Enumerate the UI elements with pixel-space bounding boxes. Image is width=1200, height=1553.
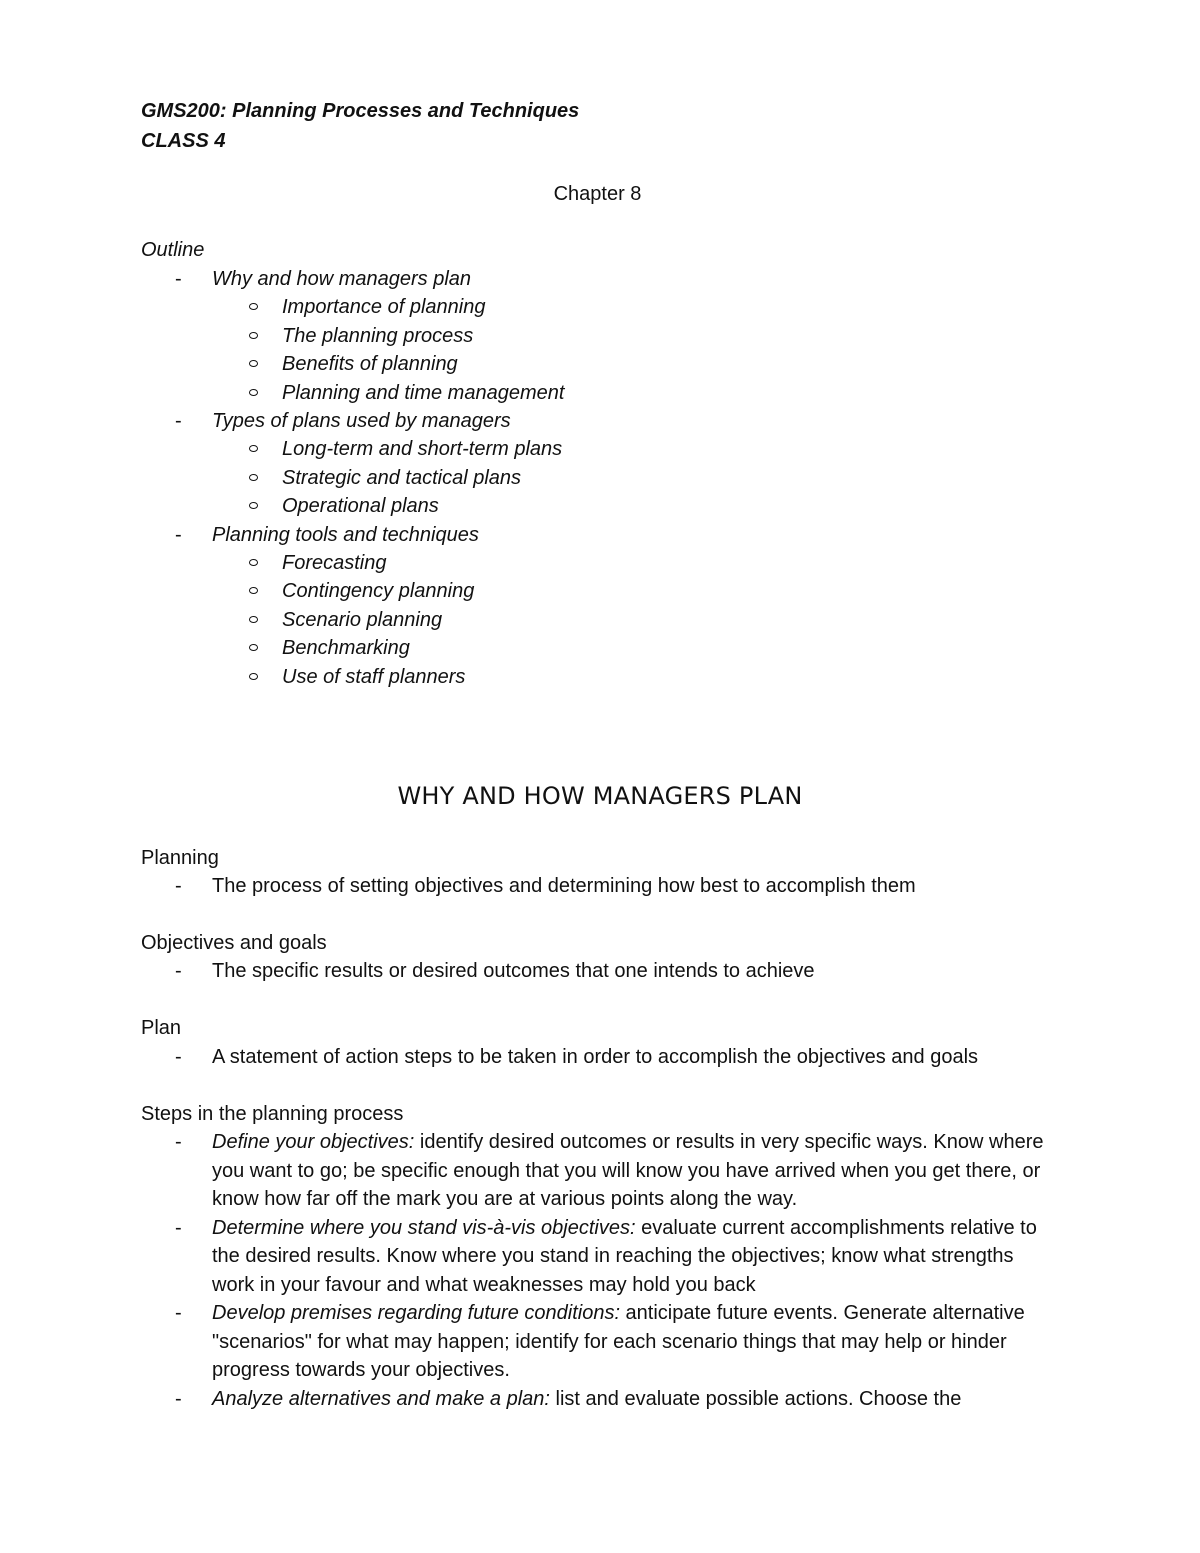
dash-bullet: - [175,960,182,982]
definition-list [141,872,1061,901]
outline-subitem-text: Forecasting [282,552,387,575]
step-item [141,1128,1061,1214]
outline-list [141,265,1091,691]
circle-bullet-icon [249,559,258,566]
outline-subitem-text: Long-term and short-term plans [282,438,563,461]
dash-bullet: - [175,1302,182,1324]
step-item [141,1299,1061,1385]
outline-section [141,265,1091,293]
outline-subitem [141,634,1091,662]
outline-subitem [141,577,1091,605]
circle-bullet-icon [249,616,258,623]
outline-subitem [141,350,1091,378]
circle-bullet-icon [249,445,258,452]
circle-bullet-icon [249,360,258,367]
step-item [141,1385,1061,1414]
outline-section [141,521,1091,549]
step-text: evaluate current accomplishments relative to the desired results. Know where you stand in reaching the objectives; know what strengths work in your favour and what weaknesses may hold you back [212,1216,1037,1296]
dash-bullet: - [175,1216,182,1239]
definition-term: Planning [141,847,219,869]
outline-subitem-text: Operational plans [282,495,439,518]
steps-list [141,1128,1061,1413]
circle-bullet-icon [249,389,258,396]
definition-text: A statement of action steps to be taken in order to accomplish the objectives and goals [212,1046,979,1068]
dash-bullet: - [175,1046,182,1068]
outline-section [141,407,1091,435]
outline-subitem-text: Benefits of planning [282,353,458,376]
dash-bullet: - [175,1131,182,1153]
circle-bullet-icon [249,474,258,481]
outline-subitem [141,293,1091,321]
outline-subitem [141,492,1091,520]
course-title: GMS200: Planning Processes and Techniques [141,100,580,122]
step-item [141,1214,1061,1300]
definition-item [141,872,1061,901]
outline-subitem [141,379,1091,407]
step-text: anticipate future events. Generate alternative "scenarios" for what may happen; identify for each scenario things that may help or hinder progress towards your objectives. [212,1302,1025,1381]
definition-text: The specific results or desired outcomes that one intends to achieve [212,960,815,982]
class-label: CLASS 4 [141,130,226,152]
section-title: WHY AND HOW MANAGERS PLAN [397,782,803,810]
definition-term: Plan [141,1017,182,1039]
step-label: Define your objectives: [212,1131,415,1153]
outline-section-title: Types of plans used by managers [212,410,511,433]
circle-bullet-icon [249,303,258,310]
outline-subitem-text: Use of staff planners [282,665,466,688]
circle-bullet-icon [249,332,258,339]
dash-bullet: - [175,875,182,897]
circle-bullet-icon [249,502,258,509]
outline-subitem-text: Planning and time management [282,381,565,404]
circle-bullet-icon [249,673,258,680]
dash-bullet: - [175,1387,182,1410]
outline-subitem [141,464,1091,492]
dash-bullet: - [175,410,182,433]
step-label: Determine where you stand vis-à-vis objectives: [212,1216,636,1239]
outline-subitem [141,606,1091,634]
outline-heading: Outline [141,239,205,261]
step-text: identify desired outcomes or results in very specific ways. Know where you want to go; be specific enough that you will know you have arrived when you get there, or know how far off the mark you are at various points along the way. [212,1131,1044,1210]
definition-list [141,1043,1061,1072]
outline-subitem-text: Importance of planning [282,296,486,319]
outline-subitem [141,435,1091,463]
definition-item [141,1043,1061,1072]
outline-subitem-text: Contingency planning [282,580,475,603]
definition-item [141,957,1061,986]
chapter-heading: Chapter 8 [553,183,642,205]
outline-subitem-text: The planning process [282,324,474,347]
outline-subitem-text: Strategic and tactical plans [282,466,522,489]
step-text: list and evaluate possible actions. Choose the [549,1387,962,1410]
definition-list [141,957,1061,986]
outline-subitem [141,322,1091,350]
dash-bullet: - [175,268,182,290]
step-label: Analyze alternatives and make a plan: [212,1387,550,1410]
definition-term: Objectives and goals [141,932,327,954]
outline-section-title: Why and how managers plan [212,268,472,290]
circle-bullet-icon [249,644,258,651]
outline-section-title: Planning tools and techniques [212,523,479,546]
outline-subitem [141,549,1091,577]
steps-heading: Steps in the planning process [141,1103,404,1125]
circle-bullet-icon [249,587,258,594]
step-label: Develop premises regarding future conditions: [212,1302,620,1324]
outline-subitem [141,663,1091,691]
dash-bullet: - [175,523,182,546]
definition-text: The process of setting objectives and determining how best to accomplish them [212,875,916,897]
outline-subitem-text: Scenario planning [282,608,443,631]
outline-subitem-text: Benchmarking [282,637,410,660]
